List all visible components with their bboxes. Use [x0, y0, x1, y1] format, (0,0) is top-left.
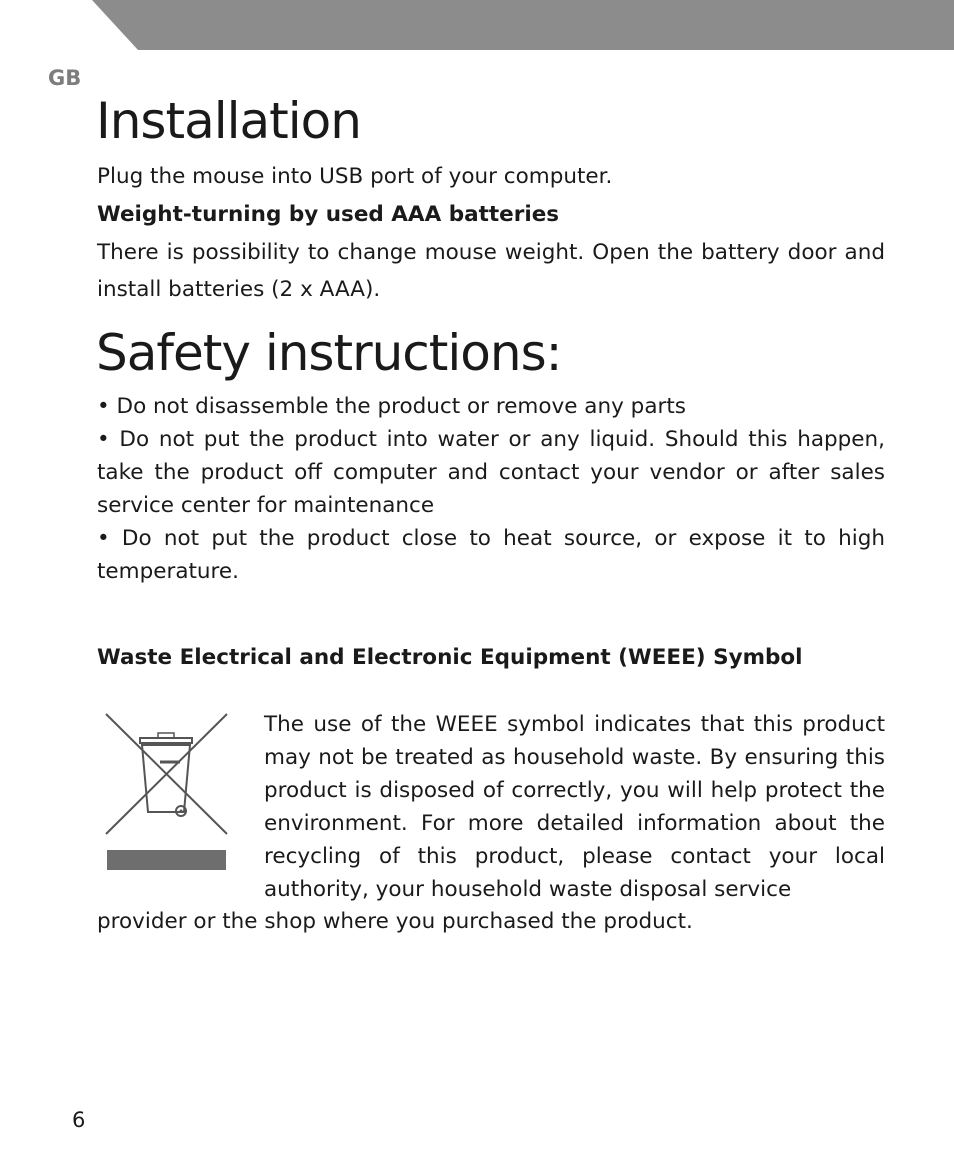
page-number: 6: [72, 1108, 86, 1132]
installation-heading: Installation: [96, 92, 361, 150]
crossed-out-wheelie-bin-icon: [104, 712, 229, 872]
battery-instructions: There is possibility to change mouse weight. Open the battery door and install batteries (2 x AAA).: [97, 240, 885, 302]
header-bar-shape: [92, 0, 954, 50]
safety-bullet-2: • Do not put the product into water or any liquid. Should this happen, take the product off computer and contact your vendor or after sales service center for maintenance: [97, 427, 885, 518]
weee-description: The use of the WEEE symbol indicates that this product may not be treated as household waste. By ensuring this product is disposed of correctly, you will help protect the environment. For more detailed information about the recycling of this product, please contact your local authority, your household waste disposal service: [264, 712, 885, 902]
weee-description-tail: provider or the shop where you purchased the product.: [97, 909, 693, 934]
battery-subheading: Weight-turning by used AAA batteries: [97, 202, 560, 227]
safety-bullet-1: • Do not disassemble the product or remove any parts: [97, 394, 686, 419]
safety-heading: Safety instructions:: [96, 324, 562, 382]
safety-bullet-3: • Do not put the product close to heat source, or expose it to high temperature.: [97, 526, 885, 584]
header-bar: [0, 0, 954, 50]
language-tag: GB: [48, 66, 82, 90]
installation-intro: Plug the mouse into USB port of your computer.: [97, 164, 613, 189]
weee-heading: Waste Electrical and Electronic Equipment (WEEE) Symbol: [97, 645, 803, 670]
